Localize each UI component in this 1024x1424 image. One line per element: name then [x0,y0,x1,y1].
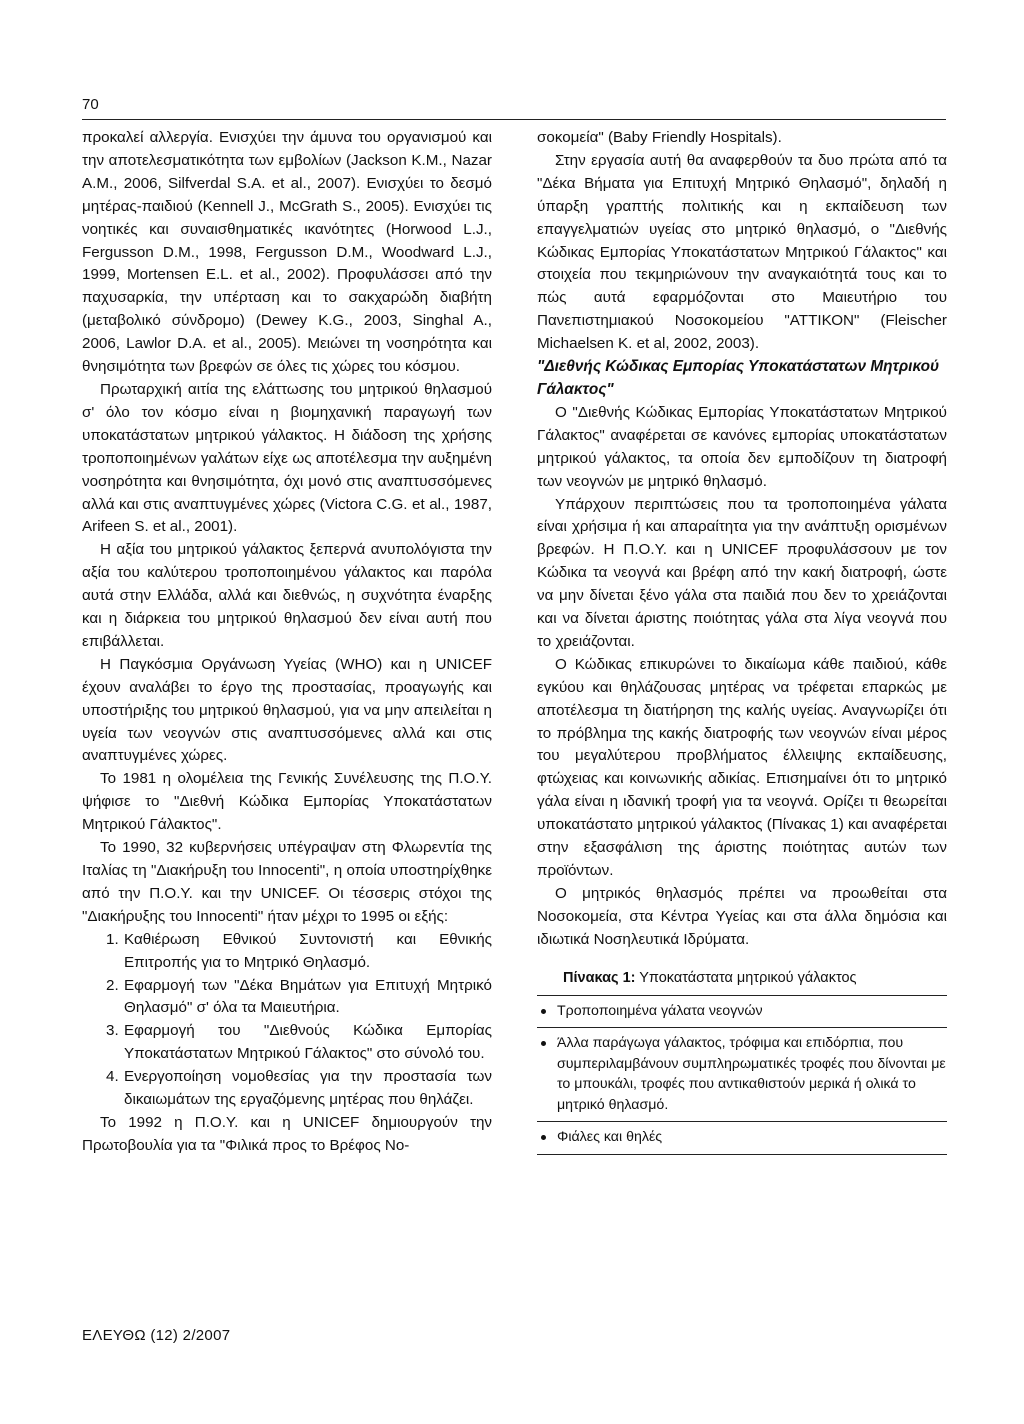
list-item-text: Ενεργοποίηση νομοθεσίας για την προστασία των δικαιωμάτων της εργαζόμενης μητέρας που θηλάζει. [124,1068,492,1109]
list-number: 4. [106,1068,119,1086]
paragraph: Το 1992 η Π.Ο.Υ. και η UNICEF δημιουργούν την Πρωτοβουλία για τα "Φιλικά προς το Βρέφος Νο- [82,1113,492,1154]
list-number: 2. [106,976,119,994]
paragraph: Στην εργασία αυτή θα αναφερθούν τα δυο πρώτα από τα "Δέκα Βήματα για Επιτυχή Μητρικό Θηλασμό", δηλαδή η ύπαρξη γραπτής πολιτικής και η εκπαίδευση των επαγγελματιών υγείας στο μητρικό θηλασμό, ο "Διεθνής Κώδικας Εμπορίας Υποκατάστατων Μητρικού Γάλακτος" και στοιχεία που τεκμηριώνουν την αναγκαιότητά τους και το πώς αυτά εφαρμόζονται στο Μαιευτήριο του Πανεπιστημιακού Νοσοκομείου "ΑΤΤΙΚΟΝ" (Fleischer Michaelsen K. et al, 2002, 2003). [537,151,947,353]
bullet-icon [541,1041,546,1046]
journal-footer: ΕΛΕΥΘΩ (12) 2/2007 [82,1327,231,1344]
table-row [537,996,947,1028]
paragraph: Η Παγκόσμια Οργάνωση Υγείας (WHO) και η UNICEF έχουν αναλάβει το έργο της προστασίας, προαγωγής και υποστήριξης του μητρικού θηλασμού, για να μην απειλείται η υγεία των νεογνών στις αναπτυσσόμενες αλλά και στις αναπτυγμένες χώρες. [82,655,492,765]
paragraph: Ο "Διεθνής Κώδικας Εμπορίας Υποκατάστατων Μητρικού Γάλακτος" αναφέρεται σε κανόνες εμπορίας υποκατάστατων μητρικού γάλακτος, τα οποία δεν εμποδίζουν τη διατροφή των νεογνών με μητρικό θηλασμό. [537,403,947,490]
innocenti-goals-list [82,929,492,1112]
list-item [82,975,492,1021]
list-item-text: Εφαρμογή των "Δέκα Βημάτων για Επιτυχή Μητρικό Θηλασμό" σ' όλα τα Μαιευτήρια. [124,976,492,1017]
paragraph: Υπάρχουν περιπτώσεις που τα τροποποιημένα γάλατα είναι χρήσιμα ή και απαραίτητα για την ανάπτυξη ορισμένων βρεφών. Η Π.Ο.Υ. και η UNICEF προφυλάσσουν με τον Κώδικα τα νεογνά και βρέφη από την κακή διατροφή, ώστε να μην δίνεται ξένο γάλα στα παιδιά που δεν το χρειάζονται και να δίνεται άριστης ποιότητας γάλα στα λίγα νεογνά που το χρειάζονται. [537,495,947,650]
list-item-text: Καθιέρωση Εθνικού Συντονιστή και Εθνικής Επιτροπής για το Μητρικό Θηλασμό. [124,930,492,971]
list-item-text: Εφαρμογή του "Διεθνούς Κώδικα Εμπορίας Υποκατάστατων Μητρικού Γάλακτος" στο σύνολό του. [124,1022,492,1063]
paragraph: σοκομεία" (Baby Friendly Hospitals). [537,129,782,146]
list-item [82,929,492,975]
paragraph: Το 1990, 32 κυβερνήσεις υπέγραψαν στη Φλωρεντία της Ιταλίας τη "Διακήρυξη του Innocenti", η οποία υποστηρίχθηκε από την Π.Ο.Υ. και την UNICEF. Οι τέσσερις στόχοι της "Διακήρυξης του Innocenti" ήταν μέχρι το 1995 οι εξής: [82,839,492,925]
paragraph: Η αξία του μητρικού γάλακτος ξεπερνά ανυπολόγιστα την αξία του καλύτερου τροποποιημένου γάλακτος και παρόλα αυτά στην Ελλάδα, αλλά και διεθνώς, η συχνότητα έναρξης και η διάρκεια του μητρικού θηλασμού δεν είναι αυτή που επιβάλλεται. [82,541,492,650]
paragraph: Ο Κώδικας επικυρώνει το δικαίωμα κάθε παιδιού, κάθε εγκύου και θηλάζουσας μητέρας να τρέφεται επαρκώς με αποτέλεσμα τη διατήρηση της καλής υγείας. Αναγνωρίζει ότι το πρόβλημα της κακής διατροφής των νεογνών είναι μέρος του μεγαλύτερου προβλήματος έλλειψης εκπαίδευσης, φτώχειας και κοινωνικής αδικίας. Επισημαίνει ότι το μητρικό γάλα είναι η ιδανική τροφή για τα νεογνά. Ορίζει τι θεωρείται υποκατάστατο μητρικού γάλακτος (Πίνακας 1) και αναφέρεται στην εξασφάλιση της άριστης ποιότητας αυτών των προϊόντων. [537,655,947,879]
section-heading: "Διεθνής Κώδικας Εμπορίας Υποκατάστατων Μητρικού Γάλακτος" [537,358,940,398]
page-number: 70 [82,96,99,113]
table-1 [537,968,947,1155]
paragraph: προκαλεί αλλεργία. Ενισχύει την άμυνα του οργανισμού και την αποτελεσματικότητα των εμβολίων (Jackson K.M., Nazar A.M., 2006, Silfverdal S.A. et al., 2007). Ενισχύει το δεσμό μητέρας-παιδιού (Kennell J., McGrath S., 2005). Ενισχύει τις νοητικές και συναισθηματικές ικανότητες (Horwood L.J., Fergusson D.M., 1998, Fergusson D.M., Woodward L.J., 1999, Mortensen E.L. et al., 2002). Προφυλάσσει από την παχυσαρκία, την υπέρταση και το σακχαρώδη διαβήτη (μεταβολικό σύνδρομο) (Dewey K.G., 2003, Singhal A., 2006, Lawlor D.A. et al., 2005). Μειώνει τη νοσηρότητα και θνησιμότητα των βρεφών σε όλες τις χώρες του κόσμου. [82,129,492,376]
table-row-text: Τροποποιημένα γάλατα νεογνών [557,1002,763,1019]
paragraph: Το 1981 η ολομέλεια της Γενικής Συνέλευσης της Π.Ο.Υ. ψήφισε το "Διεθνή Κώδικα Εμπορίας Υποκατάστατων Μητρικού Γάλακτος". [82,770,492,834]
table-row-text: Άλλα παράγωγα γάλακτος, τρόφιμα και επιδόρπια, που συμπεριλαμβάνουν συμπληρωματικές τροφές που δίνονται με το μπουκάλι, τροφές που αντικαθιστούν μερικά ή ολικά το μητρικό θηλασμό. [557,1035,946,1113]
list-number: 1. [106,930,119,948]
paragraph: Πρωταρχική αιτία της ελάττωσης του μητρικού θηλασμού σ' όλο τον κόσμο είναι η βιομηχανική παραγωγή των υποκατάστατων μητρικού γάλακτος. Η διάδοση της χρήσης τροποποιημένων γαλάτων είχε ως αποτέλεσμα την αυξημένη νοσηρότητα και θνησιμότητα, όχι μονό στις αναπτυσσόμενες αλλά και στις αναπτυγμένες χώρες (Victora C.G. et al., 1987, Arifeen S. et al., 2001). [82,380,492,536]
table-divider [537,1154,947,1155]
right-column [537,127,947,1155]
list-number: 3. [106,1022,119,1040]
list-item [82,1066,492,1112]
table-caption [537,968,947,995]
table-row [537,1122,947,1154]
table-title: Υποκατάστατα μητρικού γάλακτος [639,969,857,986]
bullet-icon [541,1135,546,1140]
left-column [82,127,492,1158]
table-label: Πίνακας 1: [563,969,636,986]
bullet-icon [541,1009,546,1014]
list-item [82,1020,492,1066]
table-row-text: Φιάλες και θηλές [557,1129,663,1146]
table-row [537,1028,947,1121]
paragraph: Ο μητρικός θηλασμός πρέπει να προωθείται στα Νοσοκομεία, στα Κέντρα Υγείας και στα άλλα δημόσια και ιδιωτικά Νοσηλευτικά Ιδρύματα. [537,884,947,948]
header-divider [82,119,946,120]
